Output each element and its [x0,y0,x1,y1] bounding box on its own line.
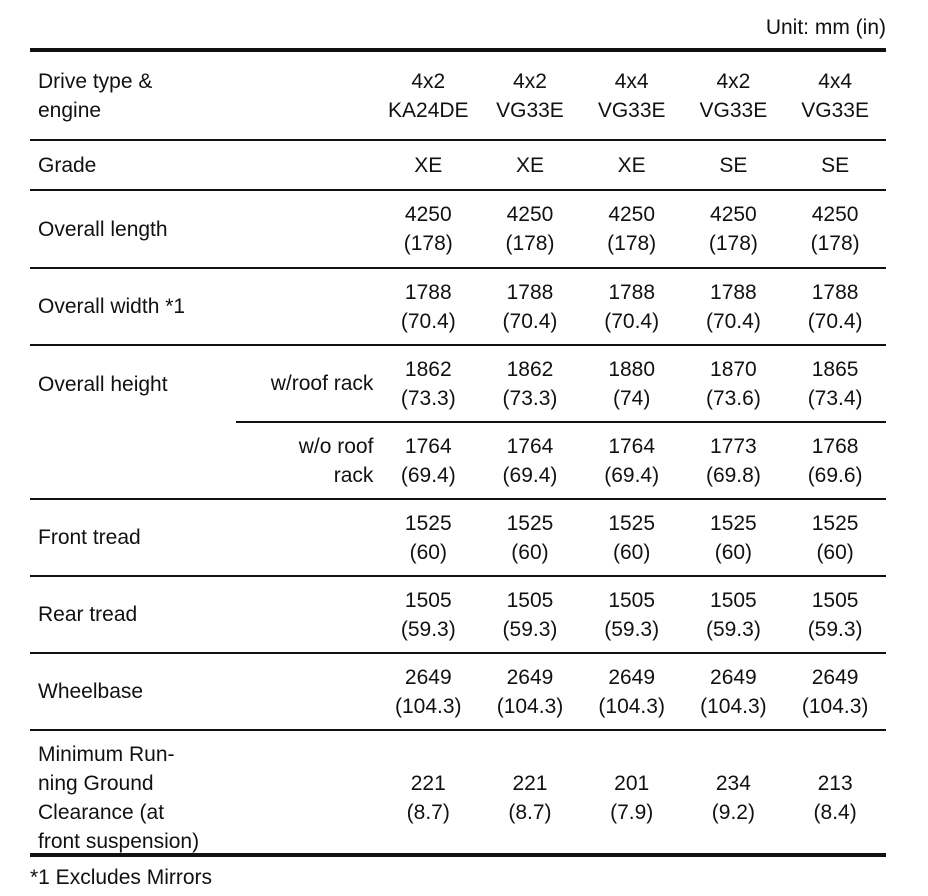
grade-row [30,140,886,190]
value-cell: 1525 (60) [377,499,479,576]
value-cell: 221 (8.7) [377,730,479,864]
value-cell: 1764 (69.4) [581,422,683,499]
value-cell: 1525 (60) [479,499,581,576]
value-cell: 1505 (59.3) [479,576,581,653]
value-cell: 1788 (70.4) [479,268,581,345]
value-cell: 2649 (104.3) [581,653,683,730]
footnote: *1 Excludes Mirrors [30,866,213,889]
value-cell: 1525 (60) [581,499,683,576]
value-cell: 4250 (178) [683,190,785,268]
row-label: Overall height [30,345,236,499]
value-cell: 1525 (60) [683,499,785,576]
header-col-2: 4x2 VG33E [496,69,564,122]
row-label: Wheelbase [30,653,236,730]
table-bottom-rule [30,853,886,857]
grade-value: XE [479,140,581,190]
value-cell: 4250 (178) [377,190,479,268]
value-cell: 2649 (104.3) [784,653,886,730]
header-col-1: 4x2 KA24DE [388,69,469,122]
value-cell: 201 (7.9) [581,730,683,864]
value-cell: 4250 (178) [479,190,581,268]
value-cell: 1525 (60) [784,499,886,576]
header-row [30,52,886,140]
value-cell: 1505 (59.3) [377,576,479,653]
overall-width-row [30,268,886,345]
value-cell: 1773 (69.8) [683,422,785,499]
value-cell: 1862 (73.3) [479,345,581,422]
value-cell: 1865 (73.4) [784,345,886,422]
value-cell: 2649 (104.3) [377,653,479,730]
wheelbase-row [30,653,886,730]
sub-label: w/roof rack [236,345,377,422]
value-cell: 2649 (104.3) [683,653,785,730]
value-cell: 234 (9.2) [683,730,785,864]
value-cell: 4250 (178) [784,190,886,268]
value-cell: 1788 (70.4) [581,268,683,345]
value-cell: 2649 (104.3) [479,653,581,730]
grade-value: XE [581,140,683,190]
value-cell: 1880 (74) [581,345,683,422]
value-cell: 221 (8.7) [479,730,581,864]
value-cell: 1788 (70.4) [784,268,886,345]
ground-clearance-row [30,730,886,864]
sub-label: w/o roof rack [236,422,377,499]
row-label: Rear tread [30,576,236,653]
row-label: Overall length [30,190,236,268]
value-cell: 1862 (73.3) [377,345,479,422]
value-cell: 4250 (178) [581,190,683,268]
header-label: Drive type & engine [38,69,153,122]
header-col-3: 4x4 VG33E [597,69,666,122]
row-label: Grade [30,140,236,190]
overall-length-row [30,190,886,268]
unit-note: Unit: mm (in) [765,16,886,39]
value-cell: 1764 (69.4) [479,422,581,499]
overall-height-with-rack-row [30,345,886,422]
header-col-5: 4x4 VG33E [801,69,869,122]
grade-value: SE [683,140,785,190]
value-cell: 1764 (69.4) [377,422,479,499]
rear-tread-row [30,576,886,653]
row-label: Overall width *1 [30,268,236,345]
value-cell: 1505 (59.3) [784,576,886,653]
value-cell: 1788 (70.4) [377,268,479,345]
grade-value: SE [784,140,886,190]
specifications-table [30,52,886,864]
value-cell: 1788 (70.4) [683,268,785,345]
value-cell: 213 (8.4) [784,730,886,864]
front-tread-row [30,499,886,576]
value-cell: 1768 (69.6) [784,422,886,499]
value-cell: 1505 (59.3) [683,576,785,653]
value-cell: 1870 (73.6) [683,345,785,422]
row-label: Front tread [30,499,236,576]
header-col-4: 4x2 VG33E [699,69,768,122]
value-cell: 1505 (59.3) [581,576,683,653]
grade-value: XE [377,140,479,190]
row-label: Minimum Run- ning Ground Clearance (at front suspension) [30,730,377,864]
